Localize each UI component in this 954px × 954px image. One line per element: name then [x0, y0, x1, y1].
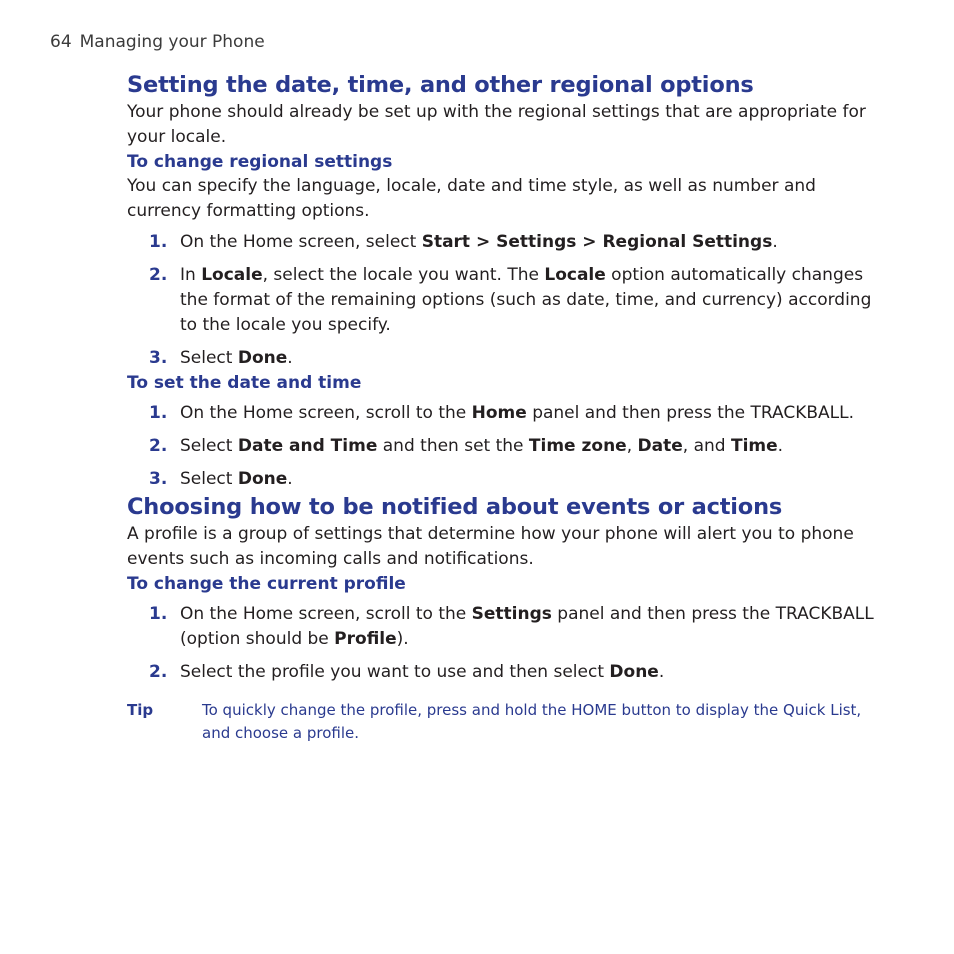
page-number: 64: [50, 32, 72, 52]
step-text: .: [287, 469, 293, 489]
step-text: .: [777, 436, 784, 456]
ui-option-label: Done: [609, 662, 659, 682]
step-item: [127, 346, 887, 371]
procedure-heading-regional-settings: To change regional settings: [127, 152, 393, 172]
steps-regional-settings: [127, 230, 887, 371]
ui-option-label: Profile: [334, 629, 397, 649]
step-item: [127, 230, 887, 255]
step-number: 2.: [149, 265, 168, 285]
step-text: On the Home screen, scroll to the: [180, 403, 472, 423]
step-item: [127, 401, 887, 426]
step-number: 2.: [149, 662, 168, 682]
step-text: On the Home screen, scroll to the: [180, 604, 472, 624]
step-number: 1.: [149, 403, 168, 423]
step-text: .: [658, 662, 665, 682]
ui-option-label: Date and Time: [237, 436, 378, 456]
steps-current-profile: [127, 602, 887, 685]
step-text: option automatically changes the format of the remaining options (such as date, time, and currency) according to the locale you specify.: [180, 265, 872, 335]
step-text: Select the profile you want to use and then select: [180, 662, 610, 682]
ui-option-label: Time zone: [528, 436, 627, 456]
section-heading-notifications: Choosing how to be notified about events or actions: [127, 494, 783, 520]
ui-option-label: Time: [730, 436, 778, 456]
ui-option-label: Settings: [471, 604, 552, 624]
step-text: Select: [180, 348, 238, 368]
procedure-heading-current-profile: To change the current profile: [127, 574, 406, 594]
ui-option-label: Locale: [544, 265, 606, 285]
ui-option-label: Date: [637, 436, 683, 456]
tip-text: To quickly change the profile, press and hold the HOME button to display the Quick List, and choose a profile.: [202, 701, 862, 742]
step-number: 1.: [149, 604, 168, 624]
ui-path-label: Start > Settings > Regional Settings: [421, 232, 773, 252]
step-text: , select the locale you want. The: [262, 265, 545, 285]
step-text: In: [180, 265, 202, 285]
ui-option-label: Done: [237, 348, 288, 368]
step-item: [127, 467, 887, 492]
step-text: .: [287, 348, 293, 368]
step-text: panel and then press the TRACKBALL (option should be: [180, 604, 874, 649]
step-text: On the Home screen, select: [180, 232, 422, 252]
step-item: [127, 602, 887, 652]
step-item: [127, 660, 887, 685]
step-text: ,: [626, 436, 638, 456]
ui-option-label: Home: [471, 403, 527, 423]
section-heading-regional-options: Setting the date, time, and other regional options: [127, 72, 754, 98]
step-text: panel and then press the TRACKBALL.: [526, 403, 855, 423]
step-number: 2.: [149, 436, 168, 456]
ui-option-label: Locale: [201, 265, 263, 285]
step-text: Select: [180, 436, 238, 456]
step-text: .: [772, 232, 778, 252]
step-item: [127, 434, 887, 459]
section-intro-regional: Your phone should already be set up with the regional settings that are appropriate for your locale.: [127, 102, 866, 147]
steps-date-time: [127, 401, 887, 492]
chapter-title: Managing your Phone: [79, 32, 265, 52]
procedure-heading-date-time: To set the date and time: [127, 373, 362, 393]
page-content: [127, 70, 887, 745]
step-number: 3.: [149, 469, 168, 489]
step-text: ).: [396, 629, 409, 649]
tip-box: [127, 699, 887, 745]
step-text: , and: [682, 436, 731, 456]
step-number: 3.: [149, 348, 168, 368]
procedure-intro-regional-settings: You can specify the language, locale, date and time style, as well as number and currency formatting options.: [127, 176, 816, 221]
step-text: and then set the: [377, 436, 529, 456]
step-item: [127, 263, 887, 338]
running-header: [50, 32, 265, 52]
section-intro-notifications: A profile is a group of settings that determine how your phone will alert you to phone events such as incoming calls and notifications.: [127, 524, 854, 569]
ui-option-label: Done: [237, 469, 288, 489]
step-number: 1.: [149, 232, 168, 252]
step-text: Select: [180, 469, 238, 489]
tip-label: Tip: [127, 701, 154, 719]
